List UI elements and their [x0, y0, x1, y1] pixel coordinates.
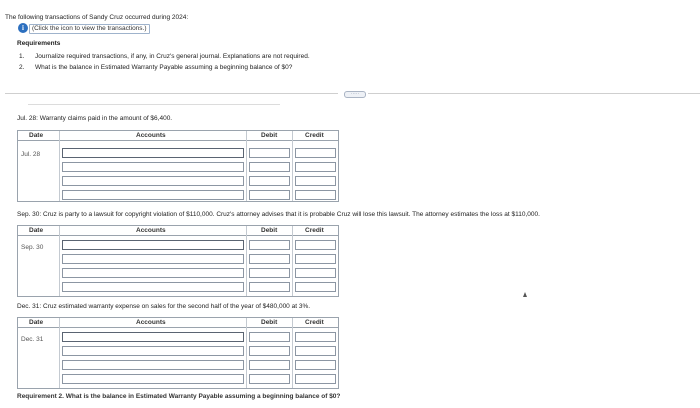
col-separator	[292, 318, 293, 388]
debit-input[interactable]	[249, 374, 290, 384]
col-separator	[59, 226, 60, 296]
col-separator	[246, 131, 247, 201]
credit-input[interactable]	[295, 254, 336, 264]
requirements-title: Requirements	[17, 40, 61, 47]
col-debit: Debit	[261, 132, 278, 139]
debit-input[interactable]	[249, 176, 290, 186]
credit-input[interactable]	[295, 346, 336, 356]
account-input[interactable]	[62, 190, 244, 200]
account-input[interactable]	[62, 176, 244, 186]
credit-input[interactable]	[295, 360, 336, 370]
sub-divider	[28, 104, 280, 105]
col-separator	[292, 131, 293, 201]
journal-table-sep30	[17, 225, 339, 297]
col-separator	[59, 131, 60, 201]
credit-input[interactable]	[295, 240, 336, 250]
entry-date: Dec. 31	[21, 336, 44, 343]
col-debit: Debit	[261, 319, 278, 326]
col-accounts: Accounts	[136, 319, 166, 326]
credit-input[interactable]	[295, 162, 336, 172]
top-divider	[5, 93, 338, 94]
col-debit: Debit	[261, 227, 278, 234]
col-date: Date	[29, 227, 44, 234]
col-credit: Credit	[305, 227, 324, 234]
journal-header	[18, 226, 338, 236]
journal-header	[18, 318, 338, 328]
col-separator	[292, 226, 293, 296]
debit-input[interactable]	[249, 282, 290, 292]
debit-input[interactable]	[249, 360, 290, 370]
entry-date: Jul. 28	[21, 151, 41, 158]
debit-input[interactable]	[249, 254, 290, 264]
credit-input[interactable]	[295, 176, 336, 186]
sep30-prompt: Sep. 30: Cruz is party to a lawsuit for copyright violation of $110,000. Cruz's attorney advises that it is probable Cruz will lose this lawsuit. The attorney estimates the loss at $110,000.	[17, 211, 540, 218]
requirement-2-text: What is the balance in Estimated Warranty Payable assuming a beginning balance of $0?	[35, 64, 293, 71]
intro-text: The following transactions of Sandy Cruz occurred during 2024:	[5, 14, 189, 21]
account-input[interactable]	[62, 268, 244, 278]
requirement-2-num: 2.	[19, 64, 25, 71]
account-input[interactable]	[62, 254, 244, 264]
debit-input[interactable]	[249, 346, 290, 356]
credit-input[interactable]	[295, 374, 336, 384]
view-transactions-link[interactable]: (Click the icon to view the transactions.)	[29, 24, 150, 34]
account-input[interactable]	[62, 374, 244, 384]
jul28-prompt: Jul. 28: Warranty claims paid in the amount of $6,400.	[17, 115, 173, 122]
top-divider-right	[368, 93, 700, 94]
credit-input[interactable]	[295, 282, 336, 292]
debit-input[interactable]	[249, 162, 290, 172]
account-input[interactable]	[62, 360, 244, 370]
col-credit: Credit	[305, 132, 324, 139]
account-input[interactable]	[62, 332, 244, 342]
col-separator	[246, 226, 247, 296]
debit-input[interactable]	[249, 332, 290, 342]
col-date: Date	[29, 132, 44, 139]
col-separator	[59, 318, 60, 388]
journal-table-jul28	[17, 130, 339, 202]
account-input[interactable]	[62, 346, 244, 356]
account-input[interactable]	[62, 148, 244, 158]
credit-input[interactable]	[295, 190, 336, 200]
more-button[interactable]: ·····	[344, 91, 366, 98]
debit-input[interactable]	[249, 148, 290, 158]
info-icon[interactable]: i	[18, 23, 28, 33]
dec31-prompt: Dec. 31: Cruz estimated warranty expense on sales for the second half of the year of $480,000 at 3%.	[17, 303, 311, 310]
col-accounts: Accounts	[136, 132, 166, 139]
mouse-cursor-icon	[523, 292, 527, 297]
journal-header	[18, 131, 338, 141]
col-date: Date	[29, 319, 44, 326]
credit-input[interactable]	[295, 268, 336, 278]
credit-input[interactable]	[295, 148, 336, 158]
debit-input[interactable]	[249, 268, 290, 278]
debit-input[interactable]	[249, 190, 290, 200]
col-separator	[246, 318, 247, 388]
credit-input[interactable]	[295, 332, 336, 342]
col-credit: Credit	[305, 319, 324, 326]
account-input[interactable]	[62, 240, 244, 250]
account-input[interactable]	[62, 162, 244, 172]
entry-date: Sep. 30	[21, 244, 44, 251]
account-input[interactable]	[62, 282, 244, 292]
debit-input[interactable]	[249, 240, 290, 250]
journal-table-dec31	[17, 317, 339, 389]
requirement-2-heading: Requirement 2. What is the balance in Estimated Warranty Payable assuming a beginning balance of $0?	[17, 393, 341, 400]
col-accounts: Accounts	[136, 227, 166, 234]
requirement-1-text: Journalize required transactions, if any, in Cruz's general journal. Explanations are not required.	[35, 53, 310, 60]
requirement-1-num: 1.	[19, 53, 25, 60]
